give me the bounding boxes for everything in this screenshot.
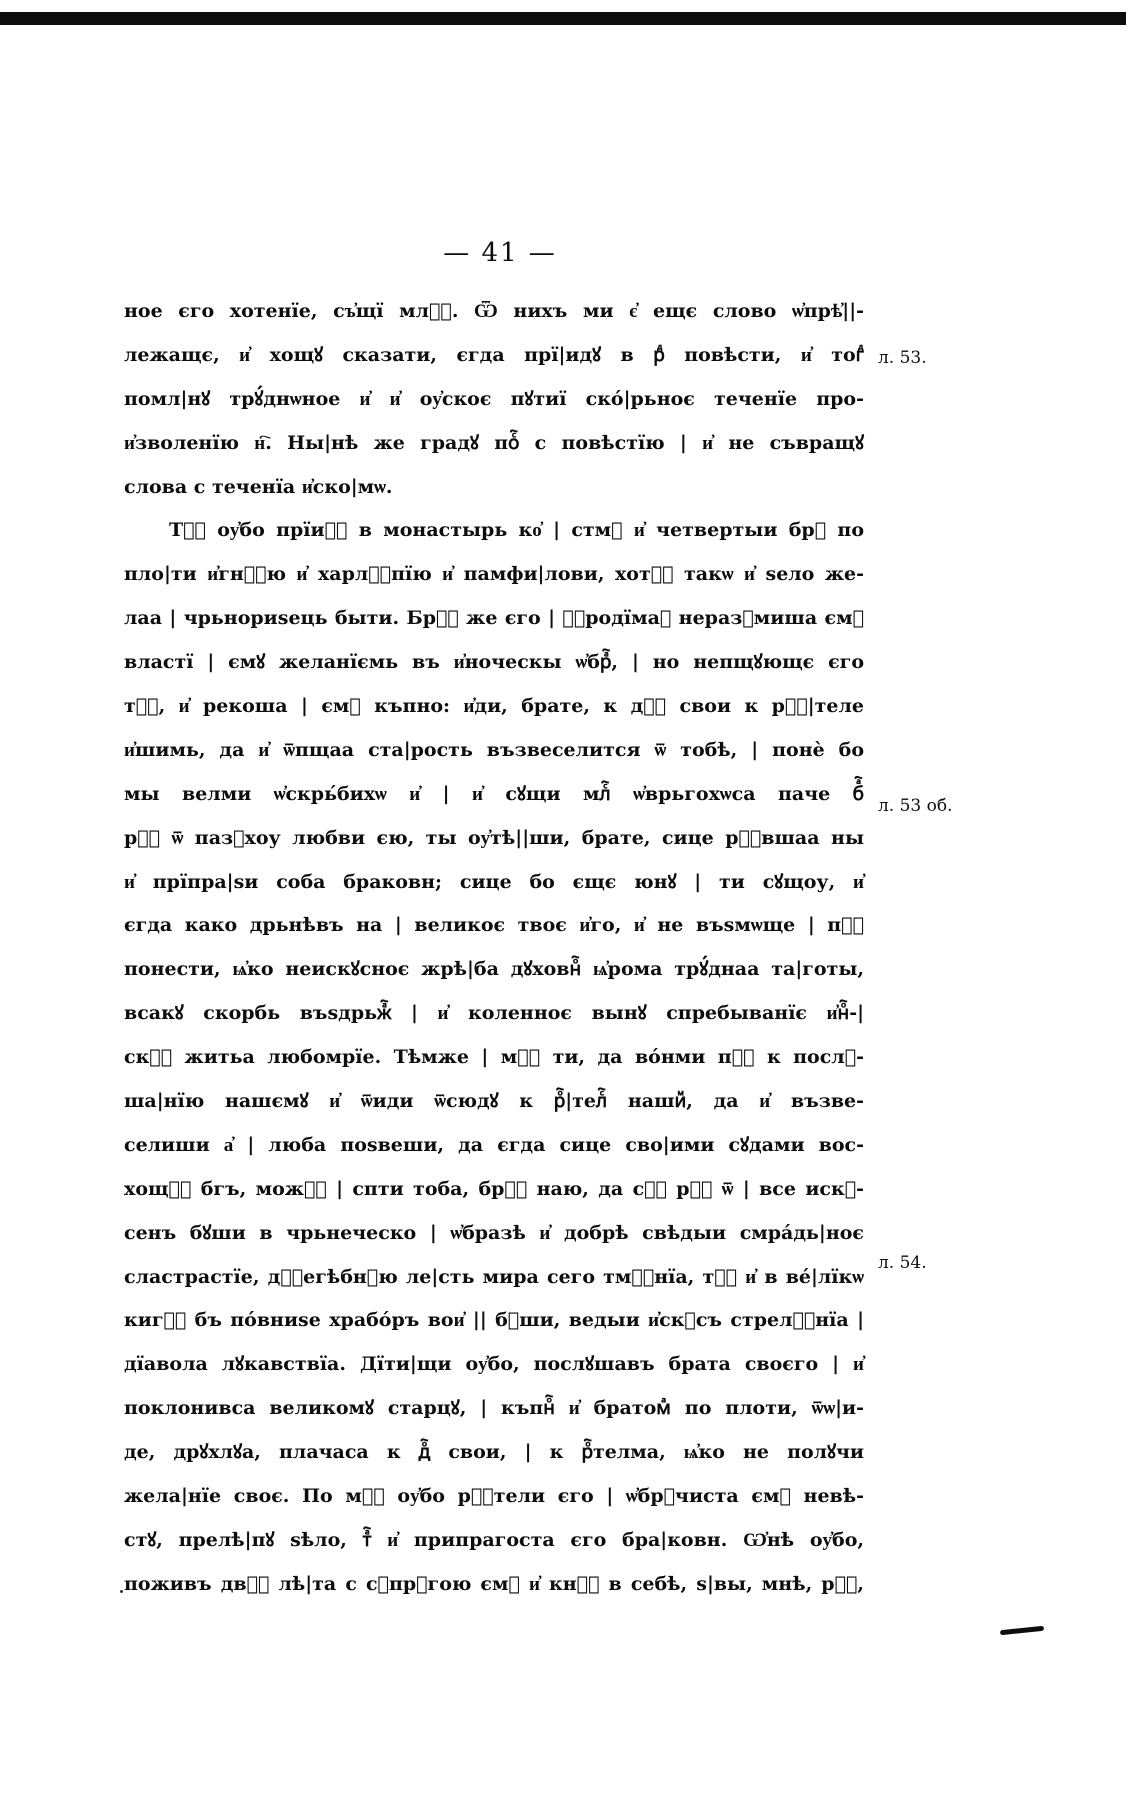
text-line: лаа | чрьнориѕець быти. Брⷶ҇ же єго | ꙋ҆родїмаⷶ неразꙋмиша ємꙋ xyxy=(124,607,864,630)
margin-note-folio-53: л. 53. xyxy=(878,348,927,368)
text-line: тⷶ҇, и҆ рекоша | ємꙋ къпно: и҆ди, брате, к дⷪ҇ свои к рⷪ҇|теле xyxy=(124,695,864,718)
text-line: пло|ти и҆гнⷶ҇ю и҆ харлⷶ҇пїю и҆ памфи|лови, хотⷶ҇ такѡ и҆ ѕело же- xyxy=(124,563,864,586)
main-text xyxy=(124,290,864,1607)
text-line: и҆зволенїю н҇. Ны|нѣ же градꙋ поⷭ҇ с повѣстїю | и҆ не съвращꙋ xyxy=(124,431,864,454)
text-line: скⷶ҇ житьа любомрїе. Тѣмже | мⷶ҇ ти, да во́нми пⷶ҇ к послꙋ- xyxy=(124,1046,864,1069)
text-line: мы велми ѡ҆скрь́бихѡ и҆ | и҆ сꙋщи млⷭ҇ ѡ҆врьгохѡса паче бⷶ҇ xyxy=(124,782,864,805)
margin-note-folio-53-ob: л. 53 об. xyxy=(878,796,953,816)
text-line: стꙋ, прелѣ|пꙋ ѕѣло, тⷶ҇ и҆ припрагоста єго бра|ковн. Ѡ҆нѣ оу҆бо, xyxy=(124,1528,864,1551)
top-rule xyxy=(0,12,1126,25)
text-line: сластрастїе, дⷶ҇егѣбнꙋю ле|сть мира сего тмⷭ҇нїа, тⷶ҇ и҆ в ве́|лїкѡ xyxy=(124,1265,864,1288)
text-line: хощⷭ҇ бгъ, можⷶ҇ | спти тоба, брⷶ҇ наю, да сⷭ҇ рⷶ҇ ѿ | все искꙋ- xyxy=(124,1177,864,1200)
text-line: рⷶ҇ ѿ пазꙋхоу любви єю, ты оу҆тѣ||ши, брате, сице рⷪ҇вшаа ны xyxy=(124,826,864,849)
text-line: поклонивса великомꙋ старцꙋ, | къпнⷪ҇ и҆ братомⷶ по плоти, ѿѡ|и- xyxy=(124,1397,864,1420)
text-line: понести, ѩ҆ко неискꙋсноє жрѣ|ба дꙋховнⷪ҇ ѩ҆рома трꙋ́днаа та|готы, xyxy=(124,958,864,981)
paragraph-start-line: Тⷶ҇ оу҆бо прїи҆ⷣ в монастырь ко҆ | стмꙋ и҆ четвертыи брⷣ по xyxy=(169,519,864,542)
text-line: де, дрꙋхлꙋа, плачаса к дⷪ҇ свои, | к рⷪ҇телма, ѩ҆ко не полꙋчи xyxy=(124,1441,864,1464)
text-line: ша|нїю нашємꙋ и҆ ѿиди ѿсюдꙋ к рⷪ҇|телⷭ҇ нашиⷨ, да и҆ възве- xyxy=(124,1090,864,1113)
text-line: єгда како дрьнѣвъ на | великоє твоє и҆го, и҆ не въѕмѡще | пⷶ҇ xyxy=(124,914,864,937)
page-number: — 41 — xyxy=(443,238,557,268)
text-line: всакꙋ скорбь въѕдрьжⷶ҇ | и҆ коленноє вынꙋ спребыванїє и҆нⷪ҇-| xyxy=(124,1002,864,1025)
text-line: селиши а҆ | люба поѕвеши, да єгда сице сво|ими сꙋдами вос- xyxy=(124,1133,864,1156)
text-line: лежащє, и҆ хощꙋ сказати, єгда прї|идꙋ в рⷣ повѣсти, и҆ тогⷣ xyxy=(124,343,864,366)
margin-note-folio-54: л. 54. xyxy=(878,1253,927,1273)
text-line: кигⷶ҇ бъ по́вниѕе храбо́ръ вои҆ || бꙋши, ведыи и҆скꙋсъ стрелⷶ҇нїа | xyxy=(124,1309,864,1332)
text-line: поживъ двⷶ҇ лѣ|та с сꙋпрꙋгою ємꙋ и҆ кнⷪ҇ в себѣ, ѕ|вы, мнѣ, рⷭ҇, xyxy=(124,1572,864,1595)
text-line: слова с теченїа и҆ско|мѡ. xyxy=(124,475,393,498)
text-line: дїавола лꙋкавствїа. Дїти|щи оу҆бо, послꙋшавъ брата своєго | и҆ xyxy=(124,1353,864,1376)
text-line: помл|нꙋ трꙋ́днѡное и҆ и҆ оу҆скоє пꙋтиї ско́|рьноє теченїе про- xyxy=(124,387,864,410)
text-line: и҆шимь, да и҆ ѿпщаа ста|рость възвеселится ѿ тобѣ, | понѐ бо xyxy=(124,738,864,761)
text-line: ное єго хотенїе, съ҆щї млⷭ҇. Ѿ нихъ ми є҆ ещє слово ѡ҆прѣ҆||- xyxy=(124,300,864,322)
text-line: жела|нїе своє. По мⷶ҇ оу҆бо рⷪ҇тели єго | ѡ҆брꙋчиста ємꙋ невѣ- xyxy=(124,1485,864,1508)
text-line: сенъ бꙋши в чрьнеческо | ѡ҆бразѣ и҆ добрѣ свѣдыи смра́дь|ноє xyxy=(124,1221,864,1244)
text-line: и҆ прїпра|ѕи соба браковн; сице бо єщє юнꙋ | ти сꙋщоу, и҆ xyxy=(124,870,864,893)
ink-speck xyxy=(120,1590,123,1593)
text-line: властї | ємꙋ желанїємь въ и҆ноческы ѡ҆брⷶ҇, | но непщꙋющє єго xyxy=(124,651,864,674)
pen-stroke-mark xyxy=(1000,1626,1044,1636)
